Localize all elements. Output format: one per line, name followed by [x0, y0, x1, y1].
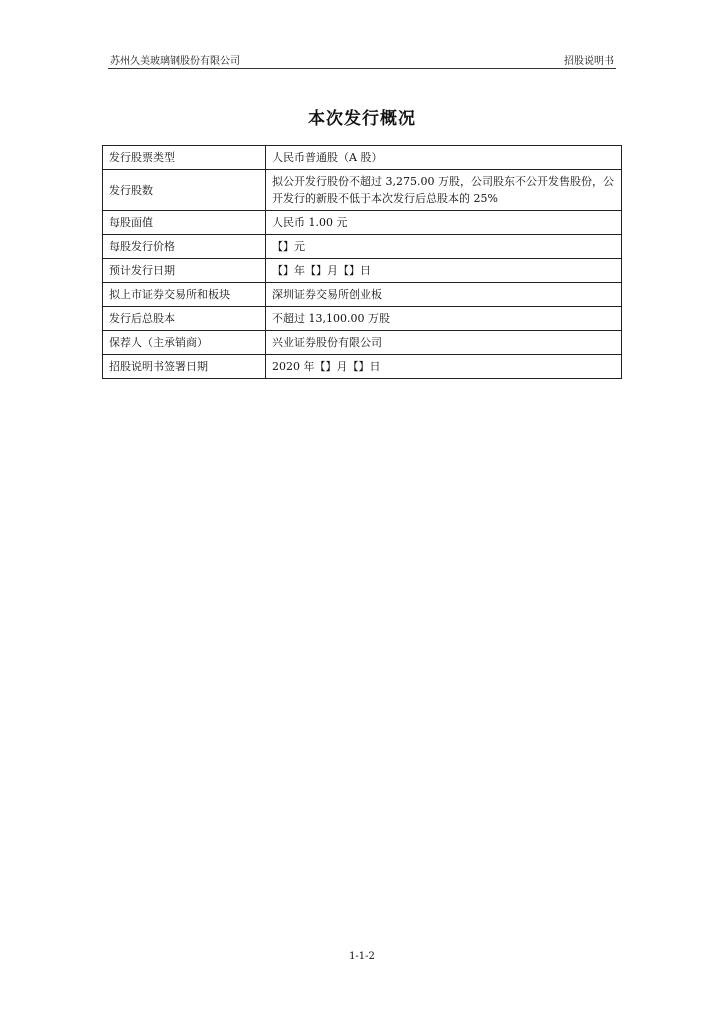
row-value: 2020 年【】月【】日	[266, 355, 622, 379]
page-header	[108, 50, 616, 69]
table-row	[103, 331, 622, 355]
row-value: 【】年【】月【】日	[266, 259, 622, 283]
row-label: 发行股数	[103, 170, 266, 211]
table-row	[103, 170, 622, 211]
row-label: 拟上市证券交易所和板块	[103, 283, 266, 307]
row-label: 发行股票类型	[103, 146, 266, 170]
table-row	[103, 283, 622, 307]
table-row	[103, 307, 622, 331]
table-row	[103, 211, 622, 235]
row-value: 不超过 13,100.00 万股	[266, 307, 622, 331]
row-label: 招股说明书签署日期	[103, 355, 266, 379]
row-label: 每股发行价格	[103, 235, 266, 259]
table-row	[103, 355, 622, 379]
row-value: 兴业证券股份有限公司	[266, 331, 622, 355]
row-value: 人民币普通股（A 股）	[266, 146, 622, 170]
header-document-type: 招股说明书	[564, 56, 614, 67]
page-number: 1-1-2	[349, 951, 375, 962]
row-value: 人民币 1.00 元	[266, 211, 622, 235]
row-label: 发行后总股本	[103, 307, 266, 331]
row-value: 【】元	[266, 235, 622, 259]
row-value: 拟公开发行股份不超过 3,275.00 万股，公司股东不公开发售股份，公开发行的新股不低于本次发行后总股本的 25%	[266, 170, 622, 211]
table-row	[103, 146, 622, 170]
page-title: 本次发行概况	[308, 109, 416, 129]
row-label: 每股面值	[103, 211, 266, 235]
row-label: 预计发行日期	[103, 259, 266, 283]
row-label: 保荐人（主承销商）	[103, 331, 266, 355]
row-value: 深圳证券交易所创业板	[266, 283, 622, 307]
table-row	[103, 259, 622, 283]
table-row	[103, 235, 622, 259]
header-company-name: 苏州久美玻璃钢股份有限公司	[110, 56, 240, 67]
offering-overview-table	[102, 145, 622, 379]
